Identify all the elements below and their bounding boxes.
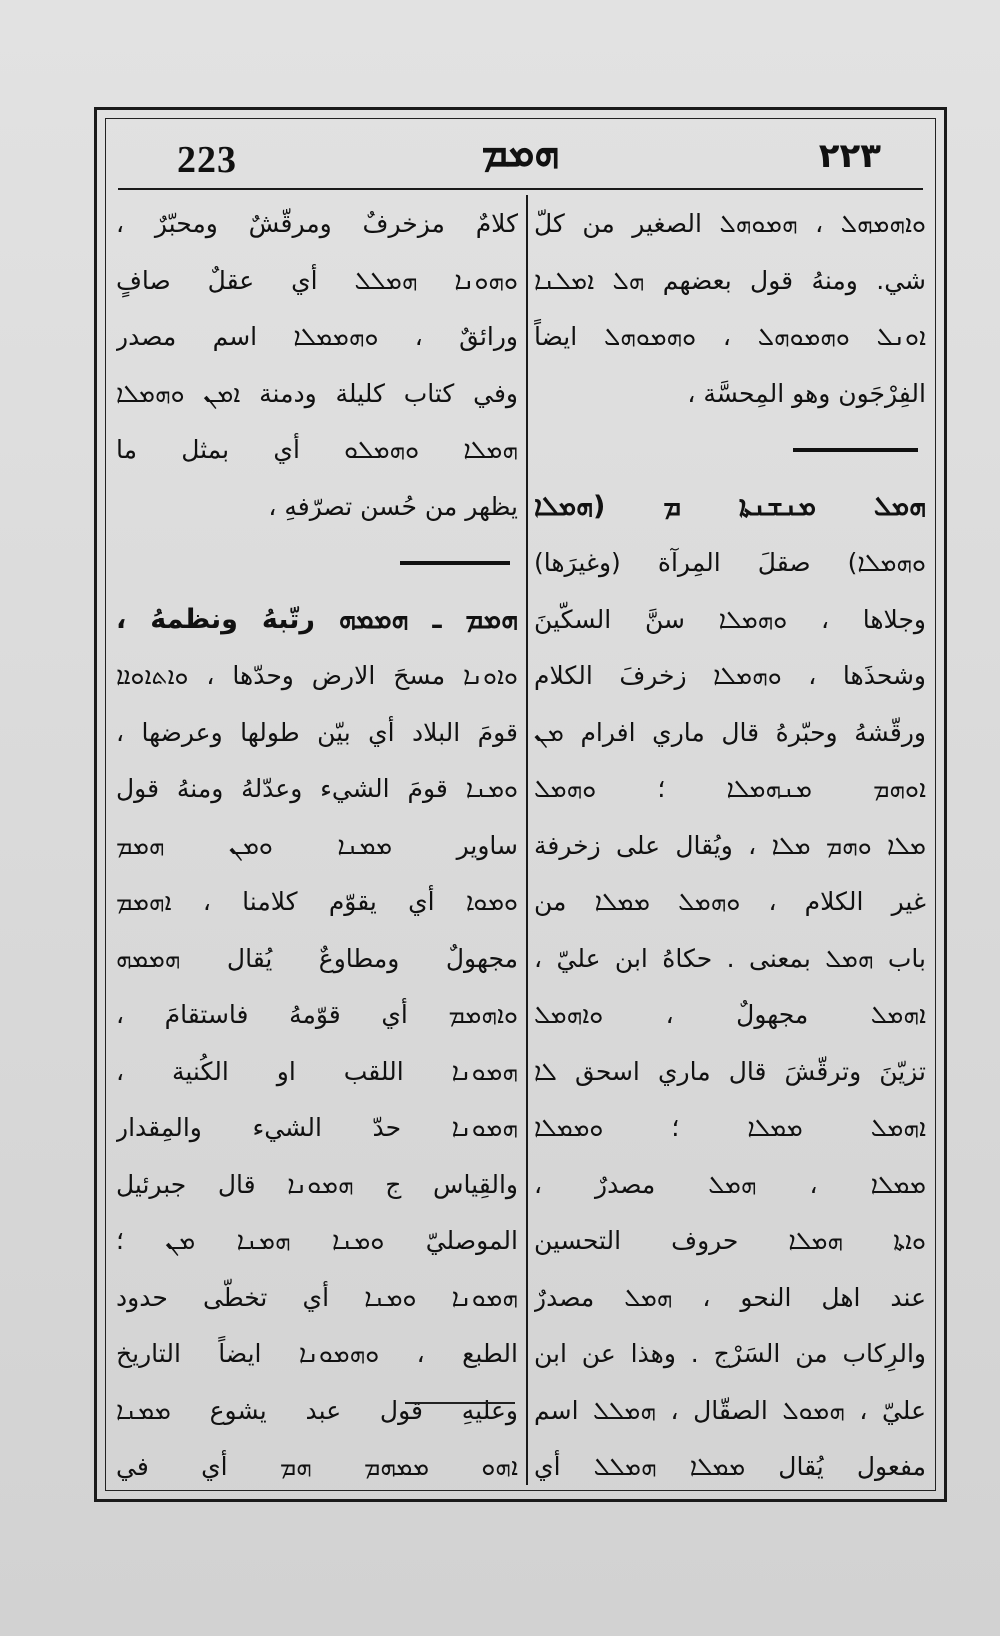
- text-line: ܘܡܢܐ قومَ الشيء وعدّلهُ ومنهُ قول: [116, 774, 518, 803]
- text-line: يظهر من حُسن تصرّفهِ ،: [268, 491, 518, 521]
- text-line: تزيّنَ وترقّشَ قال ماري اسحق ܠܐ: [534, 1056, 926, 1086]
- text-line: ܐܘܗܡ ܡܢܗܡܠܐ ؛ ܘܗܡܠ: [534, 774, 926, 803]
- text-line: مفعول يُقال ܡܡܠܐ ܗܡܠܠ أي: [534, 1452, 926, 1481]
- entry-headword-line: ܗܡܠ ܡܢܫܢܬܐ ܡ (ܗܡܠܐ: [534, 490, 926, 522]
- text-line: ܐܗܡܠ ܡܡܠܐ ؛ ܘܡܡܠܐ: [534, 1113, 926, 1142]
- underline-mark: [405, 1402, 515, 1404]
- text-line: مجهولٌ ومطاوعٌ يُقال ܗܡܡܗ: [116, 943, 518, 973]
- text-line: ܘܐܬܐ ܗܡܠܐ حروف التحسين: [534, 1226, 926, 1255]
- text-line: الطبع ، ܘܗܡܘܢܐ ايضاً التاريخ: [116, 1339, 518, 1368]
- text-line: ܘܐܘܢܐ مسحَ الارض وحدّها ، ܘܐܬܐܘܐܐ: [116, 661, 518, 690]
- text-line: والرِكاب من السَرْج . وهذا عن ابن: [534, 1339, 926, 1368]
- running-headword: ܗܡܡ: [481, 130, 560, 176]
- text-line: ܗܡܠܐ ܘܗܡܠܘ أي بمثل ما: [116, 435, 518, 464]
- text-line: ܘܗܡܠܐ) صقلَ المِرآة (وغيرَها): [534, 548, 926, 577]
- text-line: ܗܡܘܢܐ حدّ الشيء والمِقدار: [116, 1113, 518, 1142]
- text-line: ܡܡܠܐ ، ܗܡܠ مصدرٌ ،: [534, 1169, 926, 1199]
- text-line: وشحذَها ، ܘܗܡܠܐ زخرفَ الكلام: [534, 661, 926, 690]
- text-line: ܗܡܘܢܐ اللقب او الكُنية ،: [116, 1056, 518, 1086]
- text-line: قومَ البلاد أي بيّن طولها وعرضها ،: [116, 717, 518, 747]
- text-line: ساوير ܡܡܢܐ ܘܡܢ ܗܡܡ: [116, 830, 518, 860]
- text-line: وفي كتاب كليلة ودمنة ܐܡܢ ܘܗܡܠܐ: [116, 378, 518, 408]
- section-separator: [534, 422, 926, 479]
- left-column: [116, 196, 518, 1486]
- text-line: كلامٌ مزخرفٌ ومرقّشٌ ومحبّرٌ ،: [116, 209, 518, 238]
- text-line: ورقّشهُ وحبّرهُ قال ماري افرام ܡܢ: [534, 717, 926, 747]
- page-header: [105, 130, 936, 190]
- text-line: ܐܗܘ ܡܡܗܡ ܗܡ أي في: [116, 1452, 518, 1481]
- page-number-arabic: ٢٢٣: [818, 136, 881, 176]
- column-divider: [526, 195, 528, 1485]
- text-line: الفِرْجَون وهو المِحسَّة ،: [687, 378, 926, 408]
- text-line: وجلاها ، ܘܗܡܠܐ سنَّ السكّينَ: [534, 604, 926, 634]
- text-line: ܗܡܘܢܐ ܘܡܢܐ أي تخطّى حدود: [116, 1282, 518, 1312]
- text-line: والقِياس ج ܗܡܘܢܐ قال جبرئيل: [116, 1169, 518, 1199]
- text-line: ܐܗܡܠ مجهولٌ ، ܘܐܗܡܠ: [534, 1000, 926, 1029]
- text-line: ܘܗܘܢܐ ܗܡܠܠ أي عقلٌ صافٍ: [116, 265, 518, 295]
- entry-headword-line: ܗܡܡ ـ ܗܡܡܗ رتّبهُ ونظمهُ ،: [116, 603, 518, 635]
- separator-bar: [793, 448, 918, 452]
- separator-bar: [400, 561, 510, 565]
- text-line: الموصليّ ܘܡܢܐ ܗܡܢܐ ܡܢ ؛: [116, 1226, 518, 1255]
- text-line: ܘܐܗܡܗܠ ، ܗܡܘܗܠ الصغير من كلّ: [534, 209, 926, 238]
- text-line: غير الكلام ، ܘܗܡܠ ܡܡܠܐ من: [534, 887, 926, 916]
- text-line: ܡܠܐ ܘܗܡ ܡܠܐ ، ويُقال على زخرفة: [534, 830, 926, 860]
- text-line: وعليهِ قول عبد يشوع ܡܡܢܐ: [116, 1395, 518, 1425]
- text-line: ܐܘܢܠ ܘܗܡܘܗܠ ، ܘܗܡܘܗܠ ايضاً: [534, 322, 926, 351]
- text-line: عليّ ، ܗܡܘܠ الصقّال ، ܗܡܠܠ اسم: [534, 1395, 926, 1425]
- text-line: ܘܡܘܐ أي يقوّم كلامنا ، ܐܗܡܡ: [116, 887, 518, 916]
- right-column: [534, 196, 926, 1486]
- page-number-latin: 223: [177, 139, 237, 181]
- header-rule: [118, 188, 923, 190]
- text-line: شي. ومنهُ قول بعضهم ܗܠ ܐܡܠܢܐ: [534, 265, 926, 295]
- text-line: ورائقٌ ، ܘܗܡܡܠܐ اسم مصدر: [116, 322, 518, 351]
- section-separator: [116, 535, 518, 592]
- text-line: باب ܗܡܠ بمعنى . حكاهُ ابن عليّ ،: [534, 943, 926, 973]
- text-line: ܘܐܗܡܡ أي قوّمهُ فاستقامَ ،: [116, 1000, 518, 1029]
- text-line: عند اهل النحو ، ܗܡܠ مصدرٌ: [534, 1282, 926, 1312]
